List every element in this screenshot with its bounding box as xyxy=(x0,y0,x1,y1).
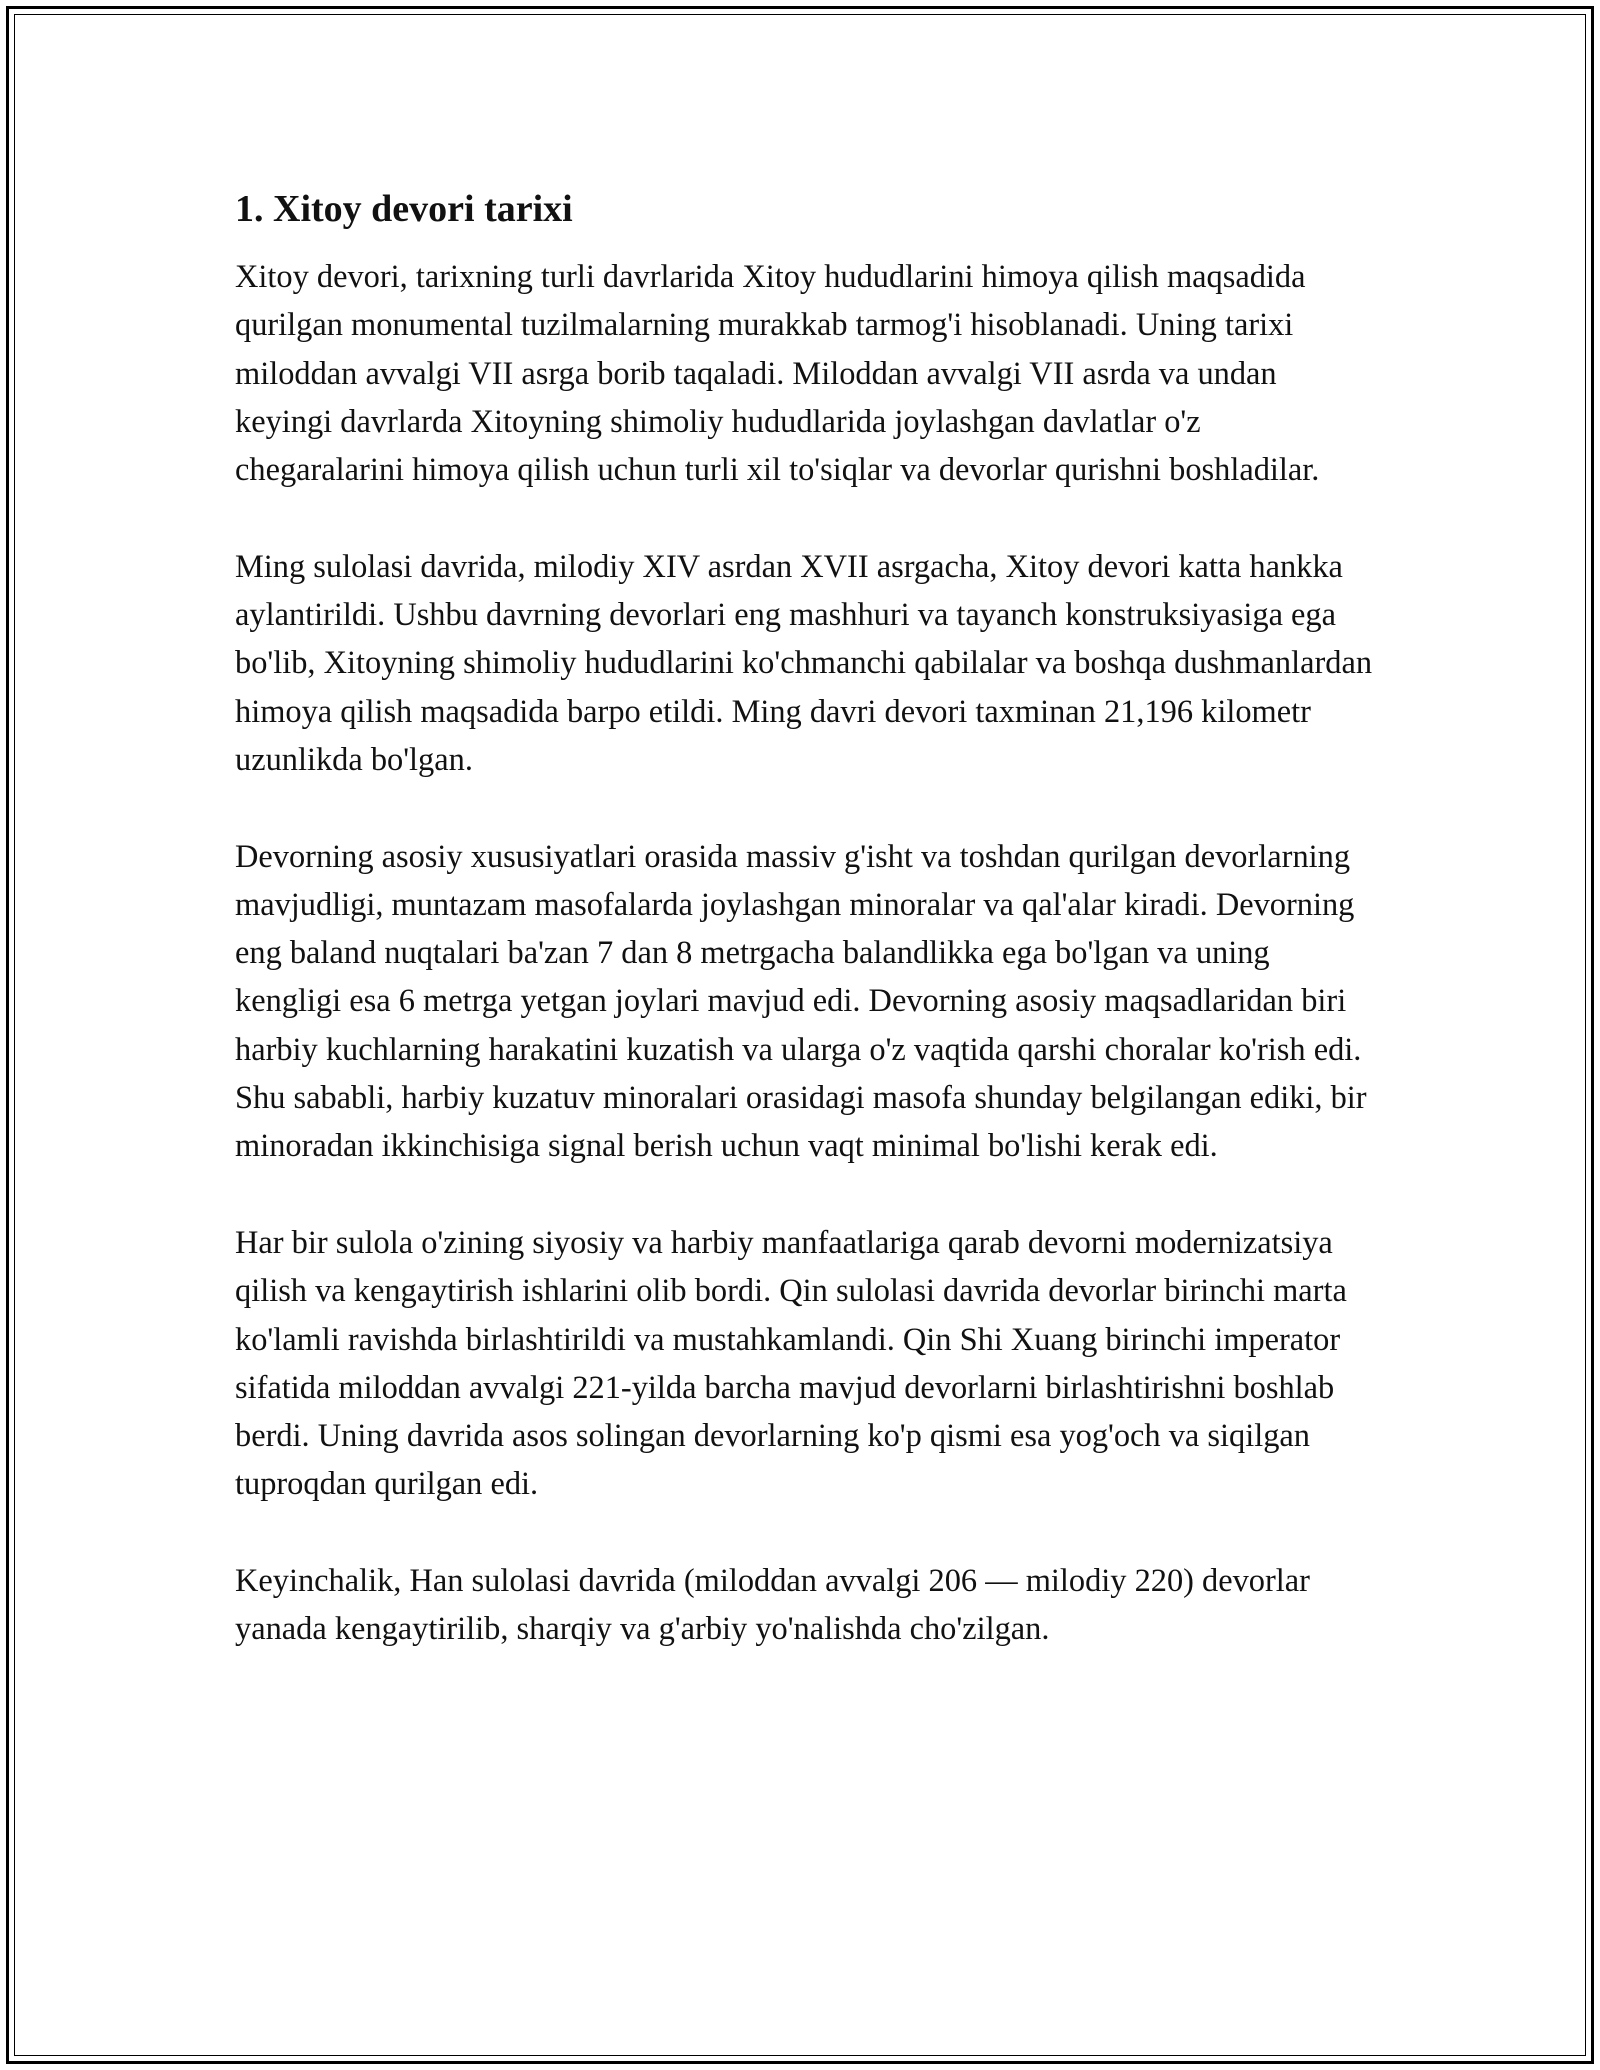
paragraph-3: Devorning asosiy xususiyatlari orasida massiv g'isht va toshdan qurilgan devorlarning mavjudligi, muntazam masofalarda joylashgan minoralar va qal'alar kiradi. Devorning eng baland nuqtalari ba'zan 7 dan 8 metrgacha balandlikka ega bo'lgan va uning kengligi esa 6 metrga yetgan joylari mavjud edi. Devorning asosiy maqsadlaridan biri harbiy kuchlarning harakatini kuzatish va ularga o'z vaqtida qarshi choralar ko'rish edi. Shu sababli, harbiy kuzatuv minoralari orasidagi masofa shunday belgilangan ediki, bir minoradan ikkinchisiga signal berish uchun vaqt minimal bo'lishi kerak edi. xyxy=(235,838,1367,1165)
paragraph-2: Ming sulolasi davrida, milodiy XIV asrdan XVII asrgacha, Xitoy devori katta hankka aylantirildi. Ushbu davrning devorlari eng mashhuri va tayanch konstruksiyasiga ega bo'lib, Xitoyning shimoliy hududlarini ko'chmanchi qabilalar va boshqa dushmanlardan himoya qilish maqsadida barpo etildi. Ming davri devori taxminan 21,196 kilometr uzunlikda bo'lgan. xyxy=(235,548,1373,778)
paragraph-4: Har bir sulola o'zining siyosiy va harbiy manfaatlariga qarab devorni modernizatsiya qilish va kengaytirish ishlarini olib bordi. Qin sulolasi davrida devorlar birinchi marta ko'lamli ravishda birlashtirildi va mustahkamlandi. Qin Shi Xuang birinchi imperator sifatida miloddan avvalgi 221-yilda barcha mavjud devorlarni birlashtirishni boshlab berdi. Uning davrida asos solingan devorlarning ko'p qismi esa yog'och va siqilgan tuproqdan qurilgan edi. xyxy=(235,1224,1347,1503)
document-body xyxy=(235,185,1375,1702)
section-heading: 1. Xitoy devori tarixi xyxy=(235,188,573,230)
paragraph-5: Keyinchalik, Han sulolasi davrida (miloddan avvalgi 206 — milodiy 220) devorlar yanada kengaytirilib, sharqiy va g'arbiy yo'nalishda cho'zilgan. xyxy=(235,1563,1310,1648)
paragraph-1: Xitoy devori, tarixning turli davrlarida Xitoy hududlarini himoya qilish maqsadida qurilgan monumental tuzilmalarning murakkab tarmog'i hisoblanadi. Uning tarixi miloddan avvalgi VII asrga borib taqaladi. Miloddan avvalgi VII asrda va undan keyingi davrlarda Xitoyning shimoliy hududlarida joylashgan davlatlar o'z chegaralarini himoya qilish uchun turli xil to'siqlar va devorlar qurishni boshladilar. xyxy=(235,259,1320,489)
